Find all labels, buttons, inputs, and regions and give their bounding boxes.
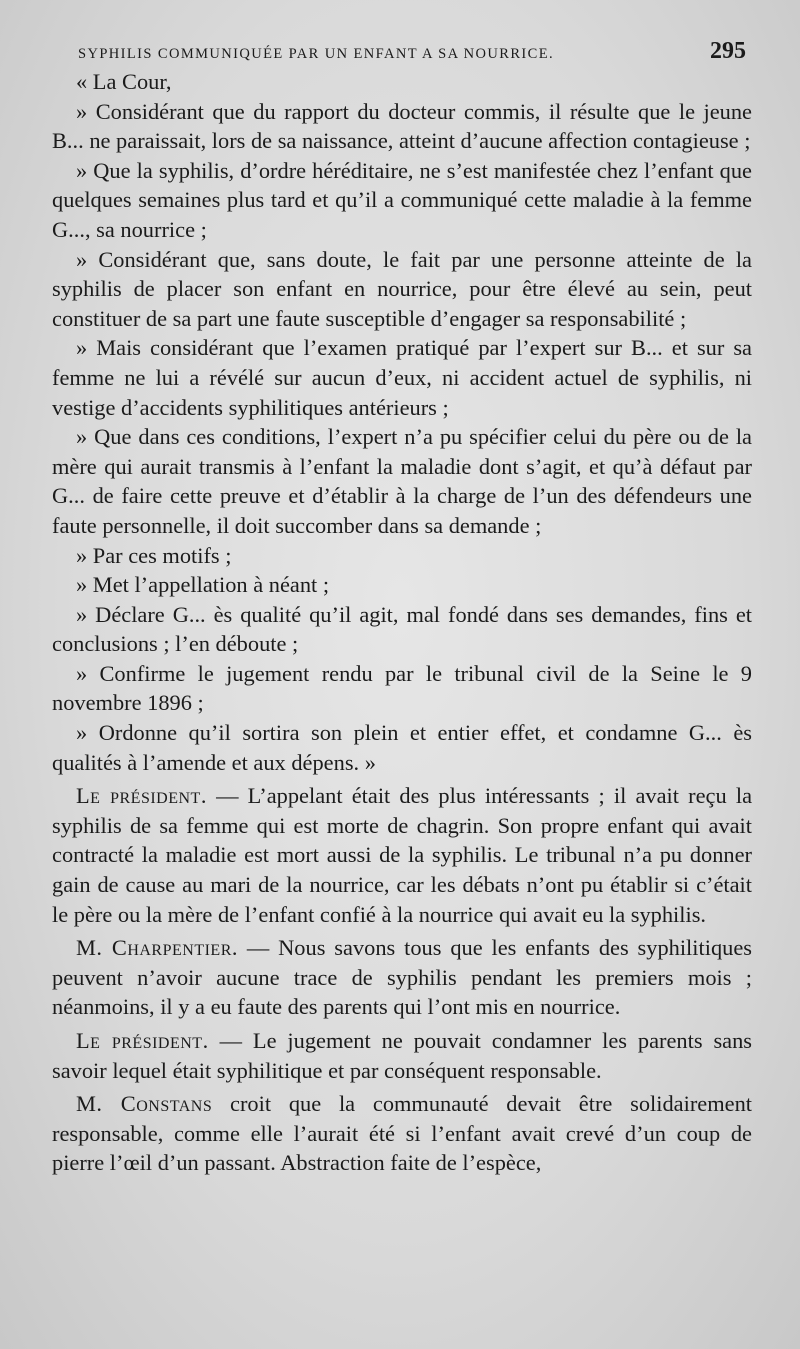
paragraph-confirms: » Confirme le jugement rendu par le tribunal civil de la Seine le 9 novembre 1896 ; <box>52 660 752 716</box>
speech-text: — Nous savons tous que les enfants des syphilitiques peuvent n’avoir aucune trace de syphilis pendant les premiers mois ; néanmoins, il y a eu faute des parents qui l’ont mis en nourrice. <box>52 935 752 1020</box>
paragraph-court: « La Cour, <box>76 69 172 94</box>
paragraph-appeal-void: » Met l’appellation à néant ; <box>76 572 330 598</box>
paragraph-considering-report: » Considérant que du rapport du docteur commis, il résulte que le jeune B... ne paraissait, lors de sa naissance, atteint d’aucune affection contagieuse ; <box>52 98 752 154</box>
paragraph-hereditary: » Que la syphilis, d’ordre héréditaire, ne s’est manifestée chez l’enfant que quelques semaines plus tard et qu’il a communiqué cette maladie à la femme G..., sa nourrice ; <box>52 157 752 242</box>
speech-president-2 <box>52 1026 752 1085</box>
running-head <box>78 38 752 65</box>
page-number: 295 <box>710 38 746 64</box>
page-body <box>52 67 752 1178</box>
running-title: SYPHILIS COMMUNIQUÉE PAR UN ENFANT A SA NOURRICE. <box>78 46 555 62</box>
paragraph-responsibility: » Considérant que, sans doute, le fait par une personne atteinte de la syphilis de placer son enfant en nourrice, pour être élevé au sein, peut constituer de sa part une faute susceptible d’engager sa responsabilité ; <box>52 246 752 331</box>
speech-charpentier <box>52 933 752 1022</box>
paragraph-orders: » Ordonne qu’il sortira son plein et entier effet, et condamne G... ès qualités à l’amende et aux dépens. » <box>52 720 752 775</box>
speech-president-1 <box>52 781 752 929</box>
paragraph-declares: » Déclare G... ès qualité qu’il agit, mal fondé dans ses demandes, fins et conclusions ; l’en déboute ; <box>52 601 752 657</box>
speaker-name: Le président. <box>76 783 207 809</box>
paragraph-conditions: » Que dans ces conditions, l’expert n’a pu spécifier celui du père ou de la mère qui aurait transmis à l’enfant la maladie dont s’agit, et qu’à défaut par G... de faire cette preuve et d’établir à la charge de l’un des défendeurs une faute personnelle, il doit succomber dans sa demande ; <box>52 424 752 538</box>
speaker-name: M. Constans <box>76 1091 213 1117</box>
paragraph-examination: » Mais considérant que l’examen pratiqué par l’expert sur B... et sur sa femme ne lui a révélé sur aucun d’eux, ni accident actuel de syphilis, ni vestige d’accidents syphilitiques antérieurs ; <box>52 335 752 420</box>
paragraph-motives: » Par ces motifs ; <box>76 542 232 568</box>
speaker-name: Le président. <box>76 1028 209 1053</box>
speech-text: croit que la communauté devait être solidairement responsable, comme elle l’aurait été si l’enfant avait crevé d’un coup de pierre l’œil d’un passant. Abstraction faite de l’espèce, <box>52 1091 753 1176</box>
speech-text: — Le jugement ne pouvait condamner les parents sans savoir lequel était syphilitique et par conséquent responsable. <box>52 1028 753 1083</box>
speaker-name: M. Charpentier. <box>76 935 238 961</box>
speech-constans <box>52 1089 752 1178</box>
speech-text: — L’appelant était des plus intéressants ; il avait reçu la syphilis de sa femme qui est morte de chagrin. Son propre enfant qui avait contracté la maladie est mort aussi de la syphilis. Le tribunal n’a pu donner gain de cause au mari de la nourrice, car les débats n’ont pu établir si c’était le père ou la mère de l’enfant confié à la nourrice qui avait eu la syphilis. <box>52 783 753 927</box>
